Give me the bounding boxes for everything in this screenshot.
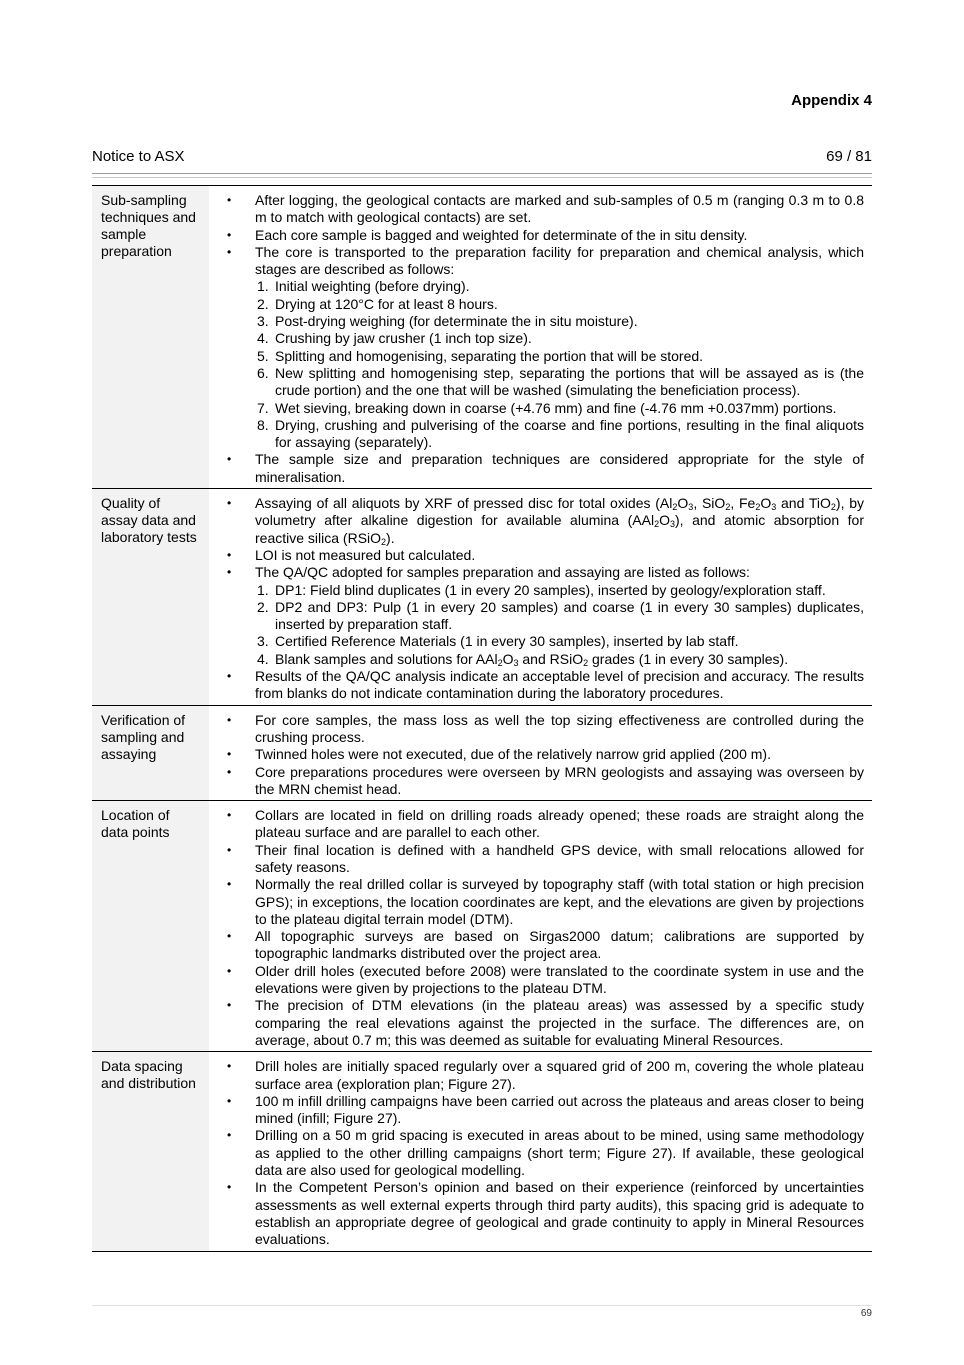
row-content [209,801,872,1051]
row-label [92,489,209,705]
bullet-text: All topographic surveys are based on Sirgas2000 datum; calibrations are supported by topographic landmarks distributed over the project area. [255,928,864,962]
bullet-text: The core is transported to the preparation facility for preparation and chemical analysis, which stages are described as follows: [255,243,864,278]
row-label-line: sampling and [101,728,185,745]
step-text: Crushing by jaw crusher (1 inch top size). [275,330,532,347]
bullet-text: Normally the real drilled collar is surveyed by topography staff (with total station or high precision GPS); in exceptions, the location coordinates are kept, and the elevations are given by projections to the plateau digital terrain model (DTM). [255,876,864,927]
numbered-item [255,348,864,365]
row-label [92,706,209,800]
step-number: 6. [257,364,269,381]
bullet-text: Collars are located in field on drilling roads already opened; these roads are straight along the plateau surface and are parallel to each other. [255,807,864,841]
bullet-item [209,244,864,452]
step-number: 4. [257,650,269,667]
numbered-item [255,582,864,599]
row-label-line: and distribution [101,1075,196,1092]
row-label-line: assay data and [101,512,196,529]
bullet-item [209,495,864,547]
table-row [92,186,872,489]
numbered-item [255,296,864,313]
appendix-heading: Appendix 4 [791,92,872,109]
numbered-item [255,278,864,295]
bullet-item [209,928,864,963]
bullet-text: The precision of DTM elevations (in the plateau areas) was assessed by a specific study comparing the real elevations against the projected in the surface. The differences are, on average, about 0.7 m; this was deemed as suitable for evaluating Mineral Resources. [255,997,864,1048]
step-text: New splitting and homogenising step, separating the portions that will be assayed as is (the crude portion) and the one that will be washed (simulating the beneficiation process). [275,364,864,399]
bullet-text: Core preparations procedures were overseen by MRN geologists and assaying was overseen by the MRN chemist head. [255,763,864,797]
bullet-text: For core samples, the mass loss as well the top sizing effectiveness are controlled during the crushing process. [255,711,864,745]
numbered-item [255,651,864,668]
bullet-item [209,807,864,842]
row-content [209,1052,872,1250]
step-number: 2. [257,295,269,312]
step-text: Post-drying weighing (for determinate the in situ moisture). [275,313,638,330]
step-text: Drying at 120°C for at least 8 hours. [275,295,498,312]
bullet-item [209,668,864,703]
bullet-text: LOI is not measured but calculated. [255,546,476,563]
bullet-item [209,997,864,1049]
row-label-line: Data spacing [101,1058,183,1075]
bullet-text: Assaying of all aliquots by XRF of pressed disc for total oxides ($Al_2O_3$, SiO$_2$, $Fe_2O_3$ and TiO$_2$), by volumetry after alkaline digestion for available alumina $(AAl_2O_3)$, and atomic absorption for reactive silica (RSiO$_2$). [255,495,865,547]
row-content [209,489,872,705]
bullet-text: Their final location is defined with a handheld GPS device, with small relocations allowed for safety reasons. [255,841,864,875]
row-label-line: sample [101,226,147,242]
row-label-line: techniques and [101,209,196,225]
numbered-item [255,313,864,330]
bullet-item [209,1179,864,1248]
step-text: Wet sieving, breaking down in coarse (+4.76 mm) and fine (-4.76 mm +0.037mm) portions. [275,399,837,416]
document-title: Notice to ASX [92,148,185,165]
bullet-list [209,495,864,703]
numbered-item [255,330,864,347]
row-label-line: Verification of [101,711,186,728]
step-text: Splitting and homogenising, separating the portion that will be stored. [275,347,704,364]
step-text: Certified Reference Materials (1 in every 30 samples), inserted by lab staff. [275,633,739,650]
row-content [209,706,872,800]
step-number: 3. [257,313,269,330]
table-row [92,801,872,1052]
step-number: 5. [257,347,269,364]
step-number: 7. [257,399,269,416]
page-indicator: 69 / 81 [826,148,872,165]
step-number: 1. [257,581,269,598]
bullet-list [209,1058,864,1248]
numbered-item [255,365,864,400]
bullet-item [209,746,864,763]
bullet-text: Each core sample is bagged and weighted for determinate of the in situ density. [255,226,748,243]
step-number: 8. [257,416,269,433]
numbered-item [255,417,864,452]
row-label-line: laboratory tests [101,529,197,546]
bullet-item [209,1058,864,1093]
bullet-item [209,963,864,998]
header-divider [92,173,872,174]
bullet-text: Drilling on a 50 m grid spacing is executed in areas about to be mined, using same methodology as applied to the other drilling campaigns (short term; Figure 27). If available, these geological data are also used for geological modelling. [255,1127,864,1179]
step-text: DP2 and DP3: Pulp (1 in every 20 samples) and coarse (1 in every 30 samples) duplicates, inserted by preparation staff. [275,598,864,633]
header-divider-secondary [92,177,872,178]
bullet-item [209,451,864,486]
step-number: 3. [257,633,269,650]
row-label-line: data points [101,824,170,841]
bullet-text: The QA/QC adopted for samples preparation and assaying are listed as follows: [255,564,750,581]
bullet-text: Twinned holes were not executed, due of the relatively narrow grid applied (200 m). [255,746,771,763]
footer-divider [92,1305,872,1306]
table-row [92,489,872,706]
bullet-list [209,807,864,1049]
bullet-list [209,712,864,798]
bullet-text: After logging, the geological contacts are marked and sub-samples of 0.5 m (ranging 0.3 m to 0.8 m to match with geological contacts) are set. [255,192,864,226]
step-text: DP1: Field blind duplicates (1 in every 20 samples), inserted by geology/exploration staff. [275,581,826,598]
numbered-list [255,278,864,451]
row-label [92,1052,209,1250]
step-number: 4. [257,330,269,347]
numbered-list [255,582,864,668]
bullet-text: In the Competent Person’s opinion and based on their experience (reinforced by uncertainties assessments as well external experts through third party audits), this spacing grid is adequate to establish an appropriate degree of geological and grade continuity to apply in Mineral Resources evaluations. [255,1179,864,1248]
numbered-item [255,400,864,417]
jorc-table [92,185,872,1252]
row-label-line: assaying [101,745,157,762]
row-label [92,186,209,488]
bullet-text: The sample size and preparation techniques are considered appropriate for the style of mineralisation. [255,451,864,485]
row-label-line: Sub-sampling [101,192,187,208]
bullet-item [209,547,864,564]
numbered-item [255,633,864,650]
bullet-item [209,1093,864,1128]
row-label-line: preparation [101,243,172,259]
page-header [92,148,872,165]
bullet-text: 100 m infill drilling campaigns have been carried out across the plateaus and areas closer to being mined (infill; Figure 27). [255,1092,864,1127]
step-number: 1. [257,278,269,295]
row-content [209,186,872,488]
bullet-text: Results of the QA/QC analysis indicate an acceptable level of precision and accuracy. The results from blanks do not indicate contamination during the laboratory procedures. [255,668,864,702]
bullet-item [209,764,864,799]
step-text: Drying, crushing and pulverising of the coarse and fine portions, resulting in the final aliquots for assaying (separately). [275,416,864,451]
table-row [92,706,872,801]
row-label-line: Location of [101,807,170,824]
bullet-item [209,1127,864,1179]
bullet-item [209,192,864,227]
numbered-item [255,599,864,634]
bullet-text: Older drill holes (executed before 2008) were translated to the coordinate system in use and the elevations were given by projections to the plateau DTM. [255,962,864,997]
row-label [92,801,209,1051]
step-text: Initial weighting (before drying). [275,278,470,295]
bullet-item [209,227,864,244]
bullet-item [209,876,864,928]
bullet-item [209,712,864,747]
step-text: Blank samples and solutions for $AAl_2O_3$ and RSiO$_2$ grades (1 in every 30 samples). [275,650,789,668]
step-number: 2. [257,598,269,615]
bullet-list [209,192,864,486]
footer-page-number: 69 [860,1308,872,1319]
bullet-item [209,564,864,668]
table-row [92,1052,872,1251]
bullet-item [209,842,864,877]
row-label-line: Quality of [101,495,161,512]
bullet-text: Drill holes are initially spaced regularly over a squared grid of 200 m, covering the whole plateau surface area (exploration plan; Figure 27). [255,1058,864,1092]
